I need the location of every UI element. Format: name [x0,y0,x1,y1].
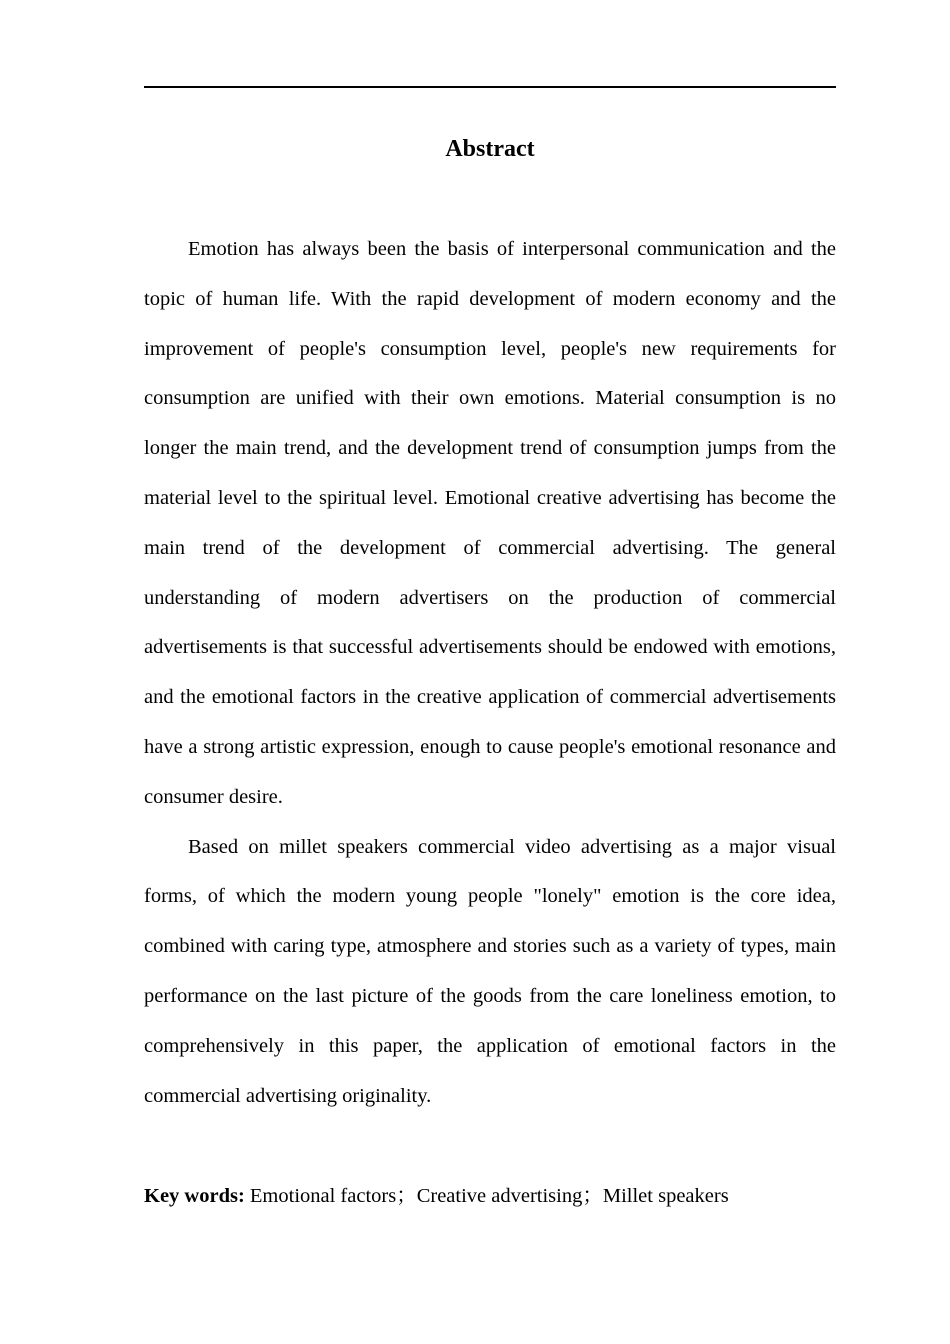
abstract-body [144,225,836,1121]
abstract-paragraph-1: Emotion has always been the basis of interpersonal communication and the topic of human life. With the rapid development of modern economy and the improvement of people's consumption level, people's new requirements for consumption are unified with their own emotions. Material consumption is no longer the main trend, and the development trend of consumption jumps from the material level to the spiritual level. Emotional creative advertising has become the main trend of the development of commercial advertising. The general understanding of modern advertisers on the production of commercial advertisements is that successful advertisements should be endowed with emotions, and the emotional factors in the creative application of commercial advertisements have a strong artistic expression, enough to cause people's emotional resonance and consumer desire. [144,238,836,808]
header-rule [144,86,836,88]
abstract-paragraph-2: Based on millet speakers commercial video advertising as a major visual forms, of which the modern young people "lonely" emotion is the core idea, combined with caring type, atmosphere and stories such as a variety of types, main performance on the last picture of the goods from the care loneliness emotion, to comprehensively in this paper, the application of emotional factors in the commercial advertising originality. [144,835,836,1107]
keywords-label: Key words: [144,1185,245,1207]
keywords-line [144,1172,836,1222]
keywords-list: Emotional factors；Creative advertising；Millet speakers [249,1185,729,1207]
page-title: Abstract [445,136,535,162]
